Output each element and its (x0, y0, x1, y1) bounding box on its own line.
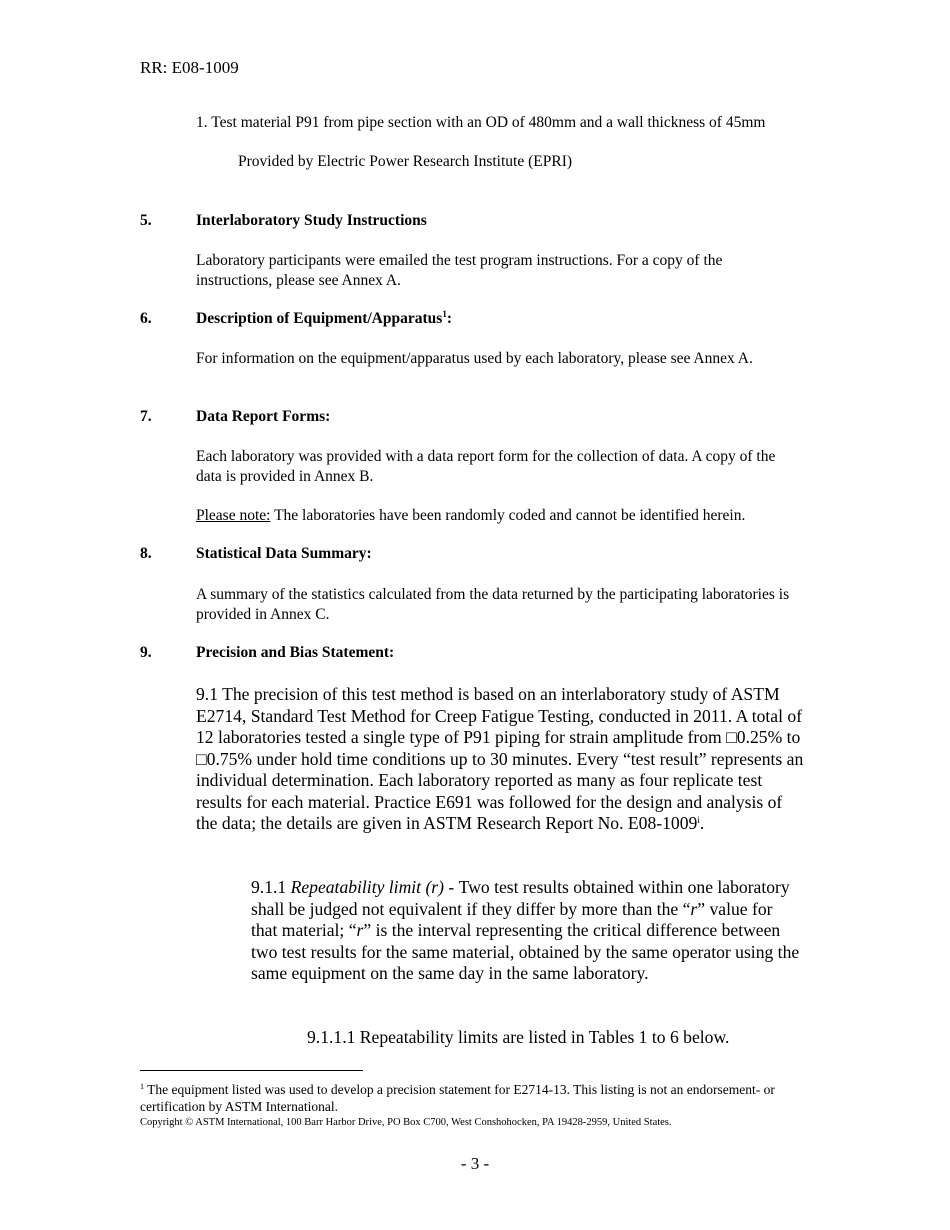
material-provider: Provided by Electric Power Research Institute (EPRI) (238, 153, 573, 170)
repeatability-paragraph: 9.1.1 Repeatability limit (r) - Two test results obtained within one laboratory shall be judged not equivalent if they differ by more than the “r” value for that material; “r” is the interval representing the critical difference between two test results for the same material, obtained by the same operator using the same equipment on the same day in the same laboratory. (251, 877, 800, 983)
precision-paragraph: 9.1 The precision of this test method is based on an interlaboratory study of ASTM E2714, Standard Test Method for Creep Fatigue Testing, conducted in 2011. A total of 12 laboratories tested a single type of P91 piping for strain amplitude from □0.25% to □0.75% under hold time conditions up to 30 minutes. Every “test result” represents an individual determination. Each laboratory reported as many as four replicate test results for each material. Practice E691 was followed for the design and analysis of the data; the details are given in ASTM Research Report No. E08-1009$^i$. (196, 684, 804, 833)
section-body: For information on the equipment/apparatus used by each laboratory, please see Annex A. (196, 350, 753, 367)
footnote-mark: 1 (140, 1082, 144, 1091)
section-title: Precision and Bias Statement: (196, 644, 395, 661)
repeatability-term: Repeatability limit (r) (290, 877, 445, 897)
page-number: - 3 - (460, 1154, 490, 1173)
section-note: Please note: The laboratories have been randomly coded and cannot be identified herein. (196, 507, 746, 524)
section-body: A summary of the statistics calculated from the data returned by the participating laboratories is provided in Annex C. (196, 586, 790, 623)
section-body: Each laboratory was provided with a data report form for the collection of data. A copy of the data is provided in Annex B. (196, 448, 776, 485)
note-label: Please note: (196, 507, 271, 524)
section-title: Interlaboratory Study Instructions (196, 212, 427, 229)
section-number: 9. (140, 644, 152, 661)
footnote-ref: 1 (442, 309, 447, 319)
footnote: $^1$ The equipment listed was used to develop a precision statement for E2714-13. This listing is not an endorsement- or certification by ASTM International. (140, 1082, 775, 1114)
plus-minus-glyph: □ (726, 727, 737, 747)
section-title: Statistical Data Summary: (196, 545, 372, 562)
section-number: 8. (140, 545, 152, 562)
section-number: 5. (140, 212, 152, 229)
copyright-line: Copyright © ASTM International, 100 Barr Harbor Drive, PO Box C700, West Conshohocken, PA 19428-2959, United States. (140, 1117, 672, 1128)
repeatability-tables-line: 9.1.1.1 Repeatability limits are listed in Tables 1 to 6 below. (307, 1027, 730, 1047)
material-line: 1. Test material P91 from pipe section with an OD of 480mm and a wall thickness of 45mm (196, 114, 766, 131)
section-body: Laboratory participants were emailed the test program instructions. For a copy of the instructions, please see Annex A. (196, 252, 723, 289)
section-title: Description of Equipment/Apparatus$^1$: (196, 309, 452, 327)
page-header: RR: E08-1009 (140, 58, 239, 77)
section-number: 6. (140, 310, 152, 327)
endnote-ref: i (697, 815, 700, 825)
footnote-divider (140, 1070, 363, 1071)
section-title: Data Report Forms: (196, 408, 331, 425)
section-number: 7. (140, 408, 152, 425)
plus-minus-glyph: □ (196, 748, 207, 769)
